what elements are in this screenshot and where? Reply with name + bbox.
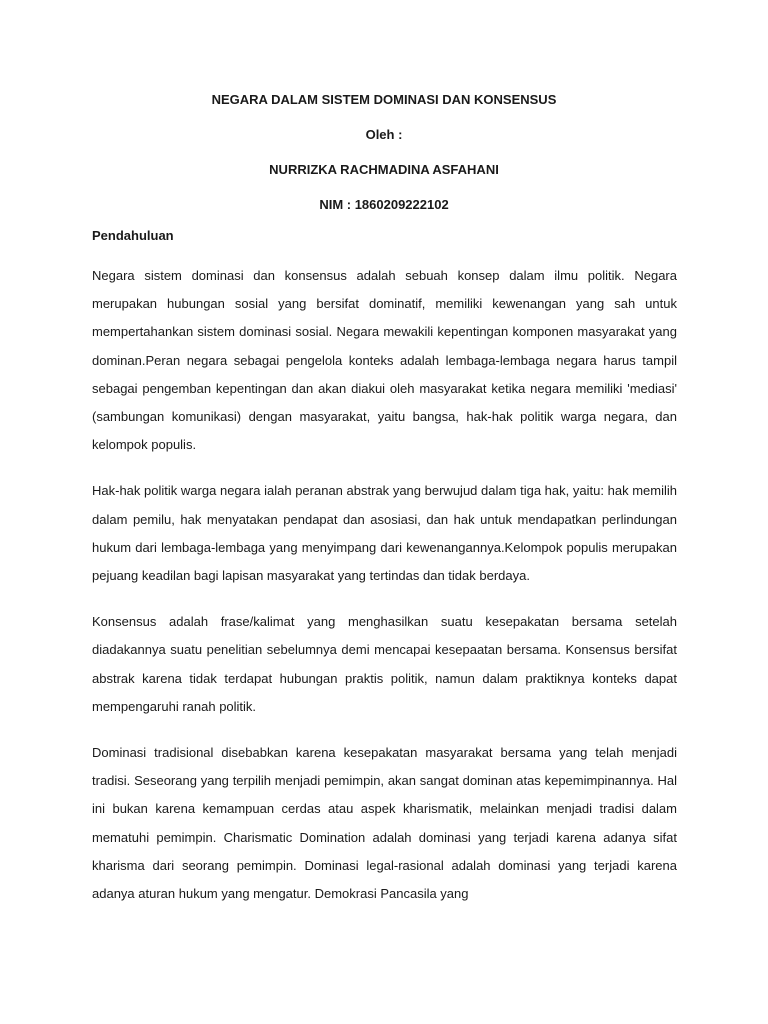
paragraph: Hak-hak politik warga negara ialah peranan abstrak yang berwujud dalam tiga hak, yaitu: hak memilih dalam pemilu, hak menyatakan pendapat dan asosiasi, dan hak untuk mendapatkan perlindungan hukum dari lembaga-lembaga yang menyimpang dari kewenangannya.Kelompok populis merupakan pejuang keadilan bagi lapisan masyarakat yang tertindas dan tidak berdaya. (92, 483, 677, 584)
author-by-label: Oleh : (365, 127, 403, 142)
paragraph: Negara sistem dominasi dan konsensus adalah sebuah konsep dalam ilmu politik. Negara merupakan hubungan sosial yang bersifat dominatif, memiliki kewenangan yang sah untuk mempertahankan sistem dominasi sosial. Negara mewakili kepentingan komponen masyarakat yang dominan.Peran negara sebagai pengelola konteks adalah lembaga-lembaga negara harus tampil sebagai pengemban kepentingan dan akan diakui oleh masyarakat ketika negara memiliki 'mediasi' (sambungan komunikasi) dengan masyarakat, yaitu bangsa, hak-hak politik warga negara, dan kelompok populis. (92, 268, 677, 453)
document-body (92, 262, 677, 908)
document-header (0, 92, 768, 232)
section-heading: Pendahuluan (92, 228, 174, 243)
author-name: NURRIZKA RACHMADINA ASFAHANI (269, 162, 499, 177)
paragraph: Dominasi tradisional disebabkan karena kesepakatan masyarakat bersama yang telah menjadi tradisi. Seseorang yang terpilih menjadi pemimpin, akan sangat dominan atas kepemimpinannya. Hal ini bukan karena kemampuan cerdas atau aspek kharismatik, melainkan menjadi tradisi dalam mematuhi pemimpin. Charismatic Domination adalah dominasi yang terjadi karena adanya sifat kharisma dari seorang pemimpin. Dominasi legal-rasional adalah dominasi yang terjadi karena adanya aturan hukum yang mengatur. Demokrasi Pancasila yang (92, 745, 677, 902)
document-title: NEGARA DALAM SISTEM DOMINASI DAN KONSENSUS (211, 92, 557, 107)
paragraph: Konsensus adalah frase/kalimat yang menghasilkan suatu kesepakatan bersama setelah diadakannya suatu penelitian sebelumnya demi mencapai kesepaatan bersama. Konsensus bersifat abstrak karena tidak terdapat hubungan praktis politik, namun dalam praktiknya konteks dapat mempengaruhi ranah politik. (92, 614, 677, 714)
student-id: NIM : 1860209222102 (319, 197, 449, 212)
